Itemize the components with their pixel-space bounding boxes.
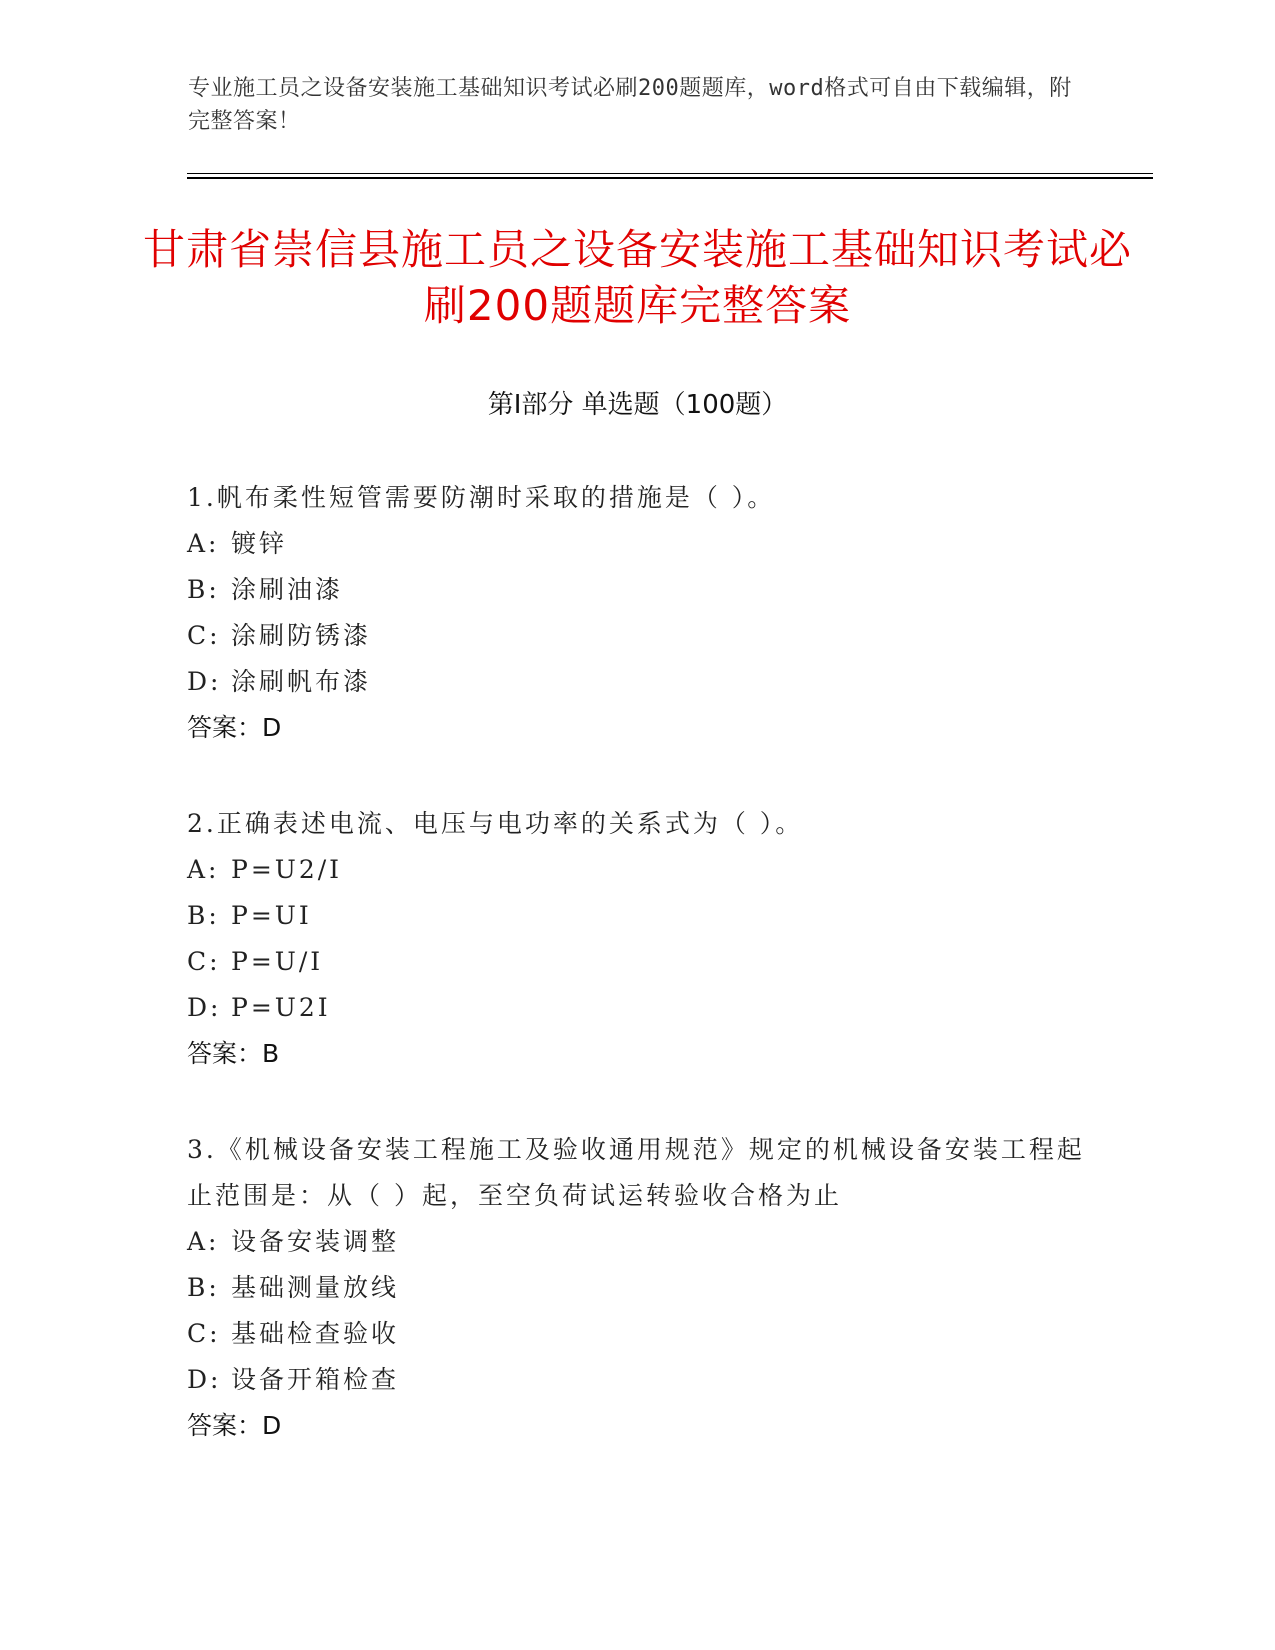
option-letter: C: (187, 621, 221, 650)
option-c (187, 939, 1087, 985)
question-2 (187, 801, 1087, 1077)
option-text: 设备安装调整 (231, 1227, 400, 1256)
question-stem: 2.正确表述电流、电压与电功率的关系式为（ ）。 (187, 809, 804, 838)
answer-line: 答案：B (187, 1039, 280, 1068)
option-d (187, 985, 1087, 1031)
option-text: P=U2/I (231, 855, 343, 884)
option-letter: D: (187, 993, 222, 1022)
option-text: 涂刷防锈漆 (231, 621, 372, 650)
option-letter: C: (187, 1319, 221, 1348)
option-text: 基础检查验收 (231, 1319, 400, 1348)
option-letter: B: (187, 575, 220, 604)
option-text: P=U2I (231, 993, 331, 1022)
option-a (187, 847, 1087, 893)
option-c (187, 613, 1087, 659)
option-text: P=U/I (231, 947, 324, 976)
option-text: 镀锌 (231, 529, 288, 558)
option-c (187, 1311, 1087, 1357)
option-b (187, 1265, 1087, 1311)
option-letter: D: (187, 667, 222, 696)
option-b (187, 893, 1087, 939)
option-letter: A: (187, 855, 220, 884)
header-rule-thick (187, 177, 1153, 179)
option-letter: B: (187, 901, 220, 930)
document-title: 甘肃省崇信县施工员之设备安装施工基础知识考试必刷200题题库完整答案 (142, 225, 1132, 330)
header-rule-thin (187, 173, 1153, 174)
question-list (187, 475, 1087, 1499)
section-title: 第Ⅰ部分 单选题（100题） (487, 390, 788, 420)
header-note: 专业施工员之设备安装施工基础知识考试必刷200题题库，word格式可自由下载编辑，附完整答案！ (188, 76, 1072, 134)
answer-line: 答案：D (187, 713, 282, 742)
option-d (187, 1357, 1087, 1403)
question-1 (187, 475, 1087, 751)
option-letter: B: (187, 1273, 220, 1302)
option-text: 设备开箱检查 (231, 1365, 400, 1394)
option-text: 涂刷油漆 (231, 575, 344, 604)
option-letter: A: (187, 529, 220, 558)
option-letter: A: (187, 1227, 220, 1256)
question-3 (187, 1127, 1087, 1449)
question-stem: 1.帆布柔性短管需要防潮时采取的措施是（ ）。 (187, 483, 776, 512)
option-letter: D: (187, 1365, 222, 1394)
option-b (187, 567, 1087, 613)
option-text: 涂刷帆布漆 (231, 667, 372, 696)
option-text: P=UI (231, 901, 312, 930)
option-a (187, 521, 1087, 567)
option-text: 基础测量放线 (231, 1273, 400, 1302)
option-a (187, 1219, 1087, 1265)
option-d (187, 659, 1087, 705)
question-stem: 3.《机械设备安装工程施工及验收通用规范》规定的机械设备安装工程起止范围是：从（ ）起，至空负荷试运转验收合格为止 (187, 1135, 1085, 1210)
answer-line: 答案：D (187, 1411, 282, 1440)
option-letter: C: (187, 947, 221, 976)
